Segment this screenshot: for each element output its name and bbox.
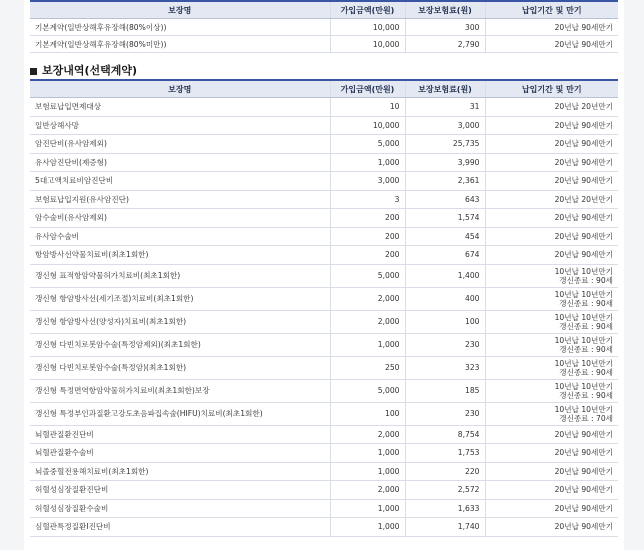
optional-coverage-table bbox=[30, 79, 618, 537]
premium-cell: 2,361 bbox=[405, 172, 485, 191]
amount-cell: 200 bbox=[330, 227, 405, 246]
period-cell bbox=[485, 356, 618, 379]
period-cell: 20년납 90세만기 bbox=[485, 462, 618, 481]
period-cell: 20년납 20년만기 bbox=[485, 98, 618, 117]
premium-cell: 674 bbox=[405, 246, 485, 265]
amount-cell: 3,000 bbox=[330, 172, 405, 191]
premium-cell: 230 bbox=[405, 333, 485, 356]
coverage-name-cell: 허혈성심장질환수술비 bbox=[30, 499, 330, 518]
period-cell: 20년납 90세만기 bbox=[485, 518, 618, 537]
renewal-end-line: 갱신종료 : 90세 bbox=[559, 298, 613, 308]
period-cell bbox=[485, 287, 618, 310]
amount-cell: 250 bbox=[330, 356, 405, 379]
coverage-name-cell: 갱신형 다빈치로봇암수술(특정암)(최초1회한) bbox=[30, 356, 330, 379]
premium-cell: 25,735 bbox=[405, 135, 485, 154]
period-cell bbox=[485, 333, 618, 356]
amount-cell: 1,000 bbox=[330, 333, 405, 356]
amount-cell: 10,000 bbox=[330, 116, 405, 135]
premium-cell: 220 bbox=[405, 462, 485, 481]
premium-cell: 230 bbox=[405, 402, 485, 425]
coverage-name-cell: 유사암진단비(제증형) bbox=[30, 153, 330, 172]
table-row bbox=[30, 246, 618, 265]
table-row bbox=[30, 333, 618, 356]
table-row bbox=[30, 264, 618, 287]
table-header-row bbox=[30, 80, 618, 98]
premium-cell: 400 bbox=[405, 287, 485, 310]
period-cell: 20년납 90세만기 bbox=[485, 227, 618, 246]
premium-cell: 454 bbox=[405, 227, 485, 246]
amount-cell: 2,000 bbox=[330, 425, 405, 444]
premium-cell: 2,572 bbox=[405, 481, 485, 500]
coverage-name-cell: 뇌졸중혈전용해치료비(최초1회한) bbox=[30, 462, 330, 481]
header-period: 납입기간 및 만기 bbox=[485, 80, 618, 98]
period-cell: 20년납 90세만기 bbox=[485, 444, 618, 463]
table-row bbox=[30, 172, 618, 191]
period-cell: 20년납 90세만기 bbox=[485, 499, 618, 518]
base-coverage-table bbox=[30, 0, 618, 53]
coverage-name-cell: 항암방사선약물치료비(최초1회한) bbox=[30, 246, 330, 265]
square-bullet-icon bbox=[30, 68, 37, 75]
renewal-end-line: 갱신종료 : 90세 bbox=[559, 390, 613, 400]
coverage-name-cell: 기본계약(일반상해후유장해(80%미만)) bbox=[30, 36, 330, 53]
premium-cell: 3,000 bbox=[405, 116, 485, 135]
period-line: 10년납 10년만기 bbox=[554, 381, 613, 391]
period-cell: 20년납 20년만기 bbox=[485, 190, 618, 209]
document-page bbox=[24, 0, 624, 550]
premium-cell: 1,633 bbox=[405, 499, 485, 518]
table-row bbox=[30, 190, 618, 209]
table-row bbox=[30, 462, 618, 481]
table-row bbox=[30, 153, 618, 172]
table-row bbox=[30, 379, 618, 402]
amount-cell: 5,000 bbox=[330, 379, 405, 402]
coverage-name-cell: 갱신형 항암방사선(양성자)치료비(최초1회한) bbox=[30, 310, 330, 333]
period-cell: 20년납 90세만기 bbox=[485, 135, 618, 154]
coverage-name-cell: 암진단비(유사암제외) bbox=[30, 135, 330, 154]
coverage-name-cell: 일반상해사망 bbox=[30, 116, 330, 135]
renewal-end-line: 갱신종료 : 90세 bbox=[559, 275, 613, 285]
table-row bbox=[30, 499, 618, 518]
header-name: 보장명 bbox=[30, 1, 330, 19]
premium-cell: 185 bbox=[405, 379, 485, 402]
premium-cell: 1,574 bbox=[405, 209, 485, 228]
table-row bbox=[30, 36, 618, 53]
table-row bbox=[30, 116, 618, 135]
header-name: 보장명 bbox=[30, 80, 330, 98]
amount-cell: 1,000 bbox=[330, 444, 405, 463]
header-amount: 가입금액(만원) bbox=[330, 80, 405, 98]
section-title bbox=[24, 63, 624, 79]
coverage-name-cell: 뇌혈관질환수술비 bbox=[30, 444, 330, 463]
period-cell: 20년납 90세만기 bbox=[485, 19, 618, 36]
amount-cell: 10,000 bbox=[330, 19, 405, 36]
premium-cell: 31 bbox=[405, 98, 485, 117]
table-row bbox=[30, 356, 618, 379]
amount-cell: 1,000 bbox=[330, 462, 405, 481]
header-amount: 가입금액(만원) bbox=[330, 1, 405, 19]
table-row bbox=[30, 19, 618, 36]
coverage-name-cell: 5대고액치료비암진단비 bbox=[30, 172, 330, 191]
period-line: 10년납 10년만기 bbox=[554, 358, 613, 368]
period-line: 10년납 10년만기 bbox=[554, 266, 613, 276]
coverage-name-cell: 갱신형 항암방사선(세기조절)치료비(최초1회한) bbox=[30, 287, 330, 310]
premium-cell: 8,754 bbox=[405, 425, 485, 444]
period-cell: 20년납 90세만기 bbox=[485, 246, 618, 265]
amount-cell: 100 bbox=[330, 402, 405, 425]
amount-cell: 1,000 bbox=[330, 499, 405, 518]
period-cell bbox=[485, 264, 618, 287]
amount-cell: 5,000 bbox=[330, 135, 405, 154]
table-row bbox=[30, 287, 618, 310]
optional-table-body bbox=[30, 98, 618, 537]
amount-cell: 2,000 bbox=[330, 287, 405, 310]
table-row bbox=[30, 402, 618, 425]
period-cell bbox=[485, 402, 618, 425]
coverage-name-cell: 허혈성심장질환진단비 bbox=[30, 481, 330, 500]
period-cell: 20년납 90세만기 bbox=[485, 36, 618, 53]
section-title-text: 보장내역(선택계약) bbox=[42, 64, 138, 77]
premium-cell: 2,790 bbox=[405, 36, 485, 53]
amount-cell: 2,000 bbox=[330, 481, 405, 500]
coverage-name-cell: 유사암수술비 bbox=[30, 227, 330, 246]
period-cell bbox=[485, 310, 618, 333]
premium-cell: 1,753 bbox=[405, 444, 485, 463]
period-line: 10년납 10년만기 bbox=[554, 335, 613, 345]
premium-cell: 643 bbox=[405, 190, 485, 209]
period-cell: 20년납 90세만기 bbox=[485, 172, 618, 191]
period-cell bbox=[485, 379, 618, 402]
coverage-name-cell: 보험료납입면제대상 bbox=[30, 98, 330, 117]
table-row bbox=[30, 444, 618, 463]
premium-cell: 323 bbox=[405, 356, 485, 379]
amount-cell: 5,000 bbox=[330, 264, 405, 287]
period-line: 10년납 10년만기 bbox=[554, 289, 613, 299]
coverage-name-cell: 암수술비(유사암제외) bbox=[30, 209, 330, 228]
coverage-name-cell: 갱신형 특정면역항암약물허가치료비(최초1회한)보장 bbox=[30, 379, 330, 402]
renewal-end-line: 갱신종료 : 90세 bbox=[559, 367, 613, 377]
coverage-name-cell: 뇌혈관질환진단비 bbox=[30, 425, 330, 444]
renewal-end-line: 갱신종료 : 90세 bbox=[559, 344, 613, 354]
renewal-end-line: 갱신종료 : 90세 bbox=[559, 321, 613, 331]
coverage-name-cell: 심혈관특정질환Ⅰ진단비 bbox=[30, 518, 330, 537]
period-cell: 20년납 90세만기 bbox=[485, 153, 618, 172]
coverage-name-cell: 갱신형 표적항암약물허가치료비(최초1회한) bbox=[30, 264, 330, 287]
table-row bbox=[30, 310, 618, 333]
amount-cell: 1,000 bbox=[330, 153, 405, 172]
header-period: 납입기간 및 만기 bbox=[485, 1, 618, 19]
base-table-body bbox=[30, 19, 618, 53]
premium-cell: 1,740 bbox=[405, 518, 485, 537]
header-premium: 보장보험료(원) bbox=[405, 1, 485, 19]
premium-cell: 3,990 bbox=[405, 153, 485, 172]
period-line: 10년납 10년만기 bbox=[554, 312, 613, 322]
period-line: 10년납 10년만기 bbox=[554, 404, 613, 414]
header-premium: 보장보험료(원) bbox=[405, 80, 485, 98]
table-row bbox=[30, 135, 618, 154]
period-cell: 20년납 90세만기 bbox=[485, 425, 618, 444]
coverage-name-cell: 기본계약(일반상해후유장해(80%이상)) bbox=[30, 19, 330, 36]
premium-cell: 100 bbox=[405, 310, 485, 333]
period-cell: 20년납 90세만기 bbox=[485, 116, 618, 135]
coverage-name-cell: 갱신형 다빈치로봇암수술(특정암제외)(최초1회한) bbox=[30, 333, 330, 356]
period-cell: 20년납 90세만기 bbox=[485, 209, 618, 228]
coverage-name-cell: 갱신형 특정부인과질환고강도초음파집속술(HIFU)치료비(최초1회한) bbox=[30, 402, 330, 425]
table-row bbox=[30, 98, 618, 117]
table-row bbox=[30, 518, 618, 537]
table-row bbox=[30, 209, 618, 228]
premium-cell: 300 bbox=[405, 19, 485, 36]
amount-cell: 10 bbox=[330, 98, 405, 117]
amount-cell: 10,000 bbox=[330, 36, 405, 53]
premium-cell: 1,400 bbox=[405, 264, 485, 287]
coverage-name-cell: 보험료납입지원(유사암진단) bbox=[30, 190, 330, 209]
amount-cell: 1,000 bbox=[330, 518, 405, 537]
amount-cell: 200 bbox=[330, 246, 405, 265]
amount-cell: 3 bbox=[330, 190, 405, 209]
table-row bbox=[30, 425, 618, 444]
renewal-end-line: 갱신종료 : 70세 bbox=[559, 413, 613, 423]
amount-cell: 200 bbox=[330, 209, 405, 228]
table-row bbox=[30, 481, 618, 500]
amount-cell: 2,000 bbox=[330, 310, 405, 333]
table-header-row bbox=[30, 1, 618, 19]
period-cell: 20년납 90세만기 bbox=[485, 481, 618, 500]
table-row bbox=[30, 227, 618, 246]
